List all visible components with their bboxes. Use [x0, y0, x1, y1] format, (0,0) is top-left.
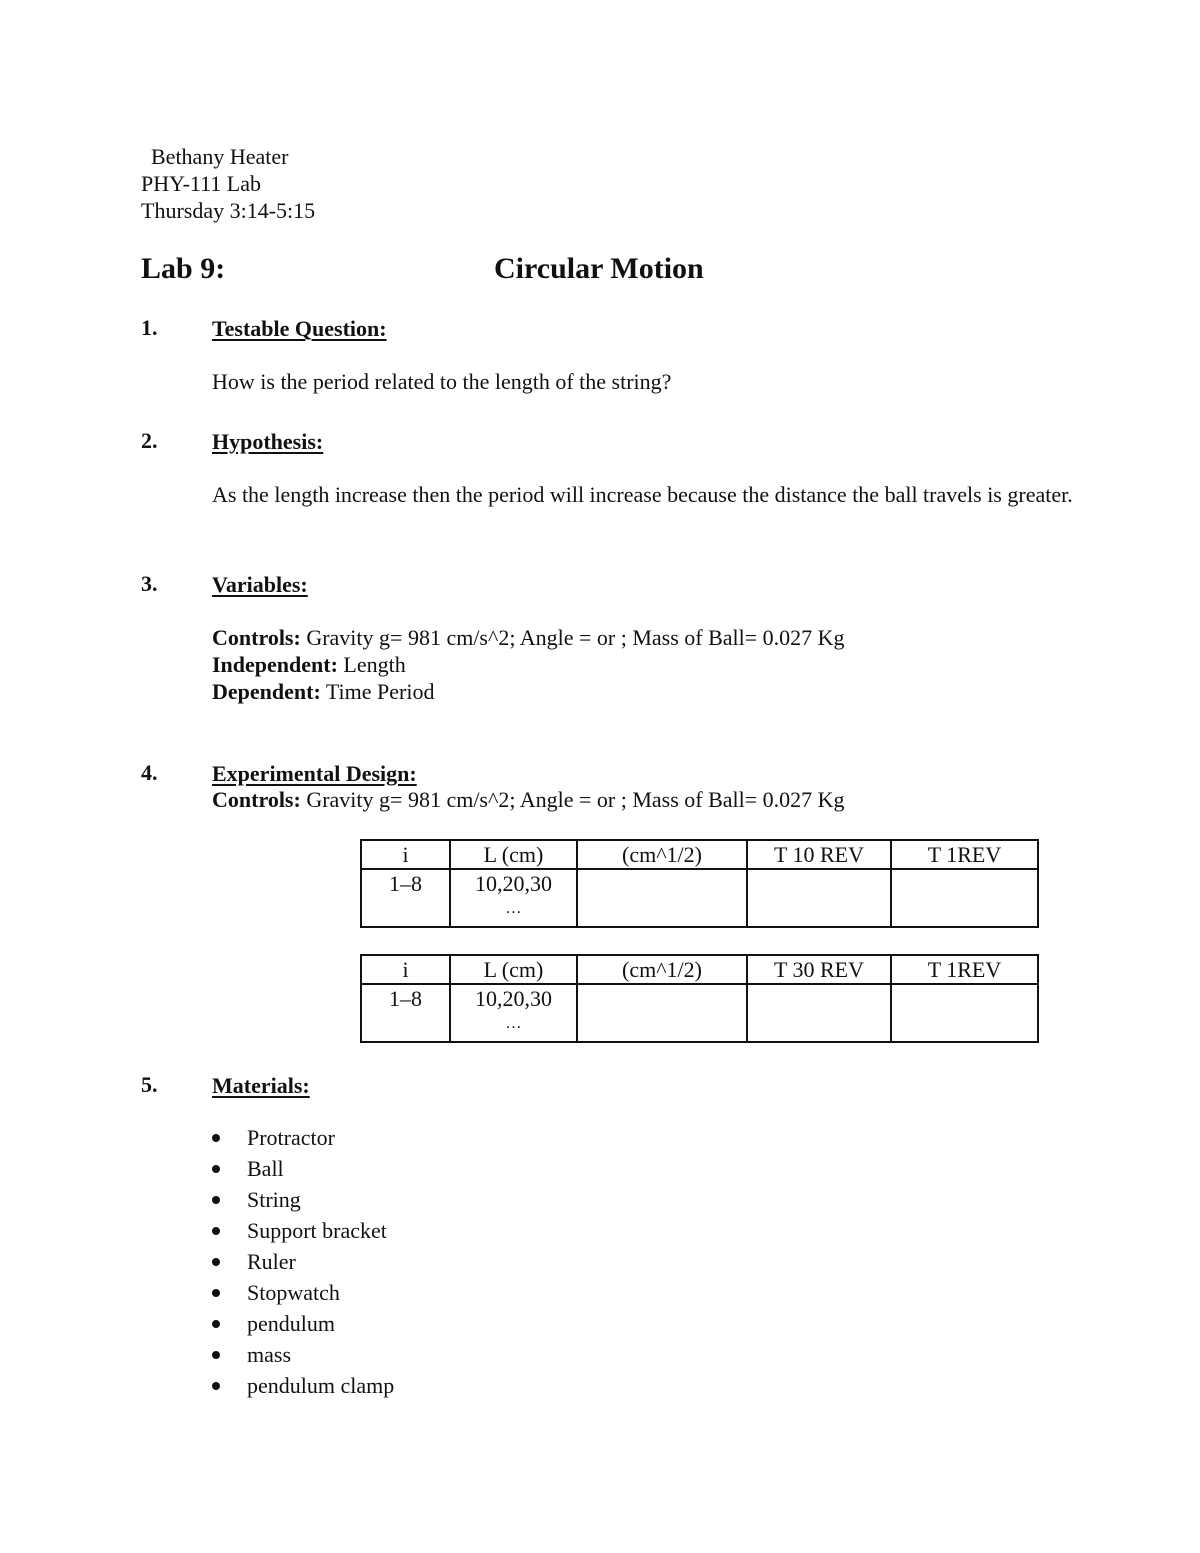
section-number-2: 2. [141, 428, 158, 453]
course-name: PHY-111 Lab [141, 171, 261, 196]
cell-length: 10,20,30 … [450, 984, 577, 1042]
cell-index: 1–8 [361, 984, 450, 1042]
list-item: String [212, 1184, 394, 1215]
list-item: Support bracket [212, 1215, 394, 1246]
table-header-row [361, 955, 1038, 984]
header-cell-sqrt-length: (cm^1/2) [577, 840, 747, 869]
list-item: pendulum [212, 1308, 394, 1339]
section-number-4: 4. [141, 760, 158, 785]
lab-schedule: Thursday 3:14-5:15 [141, 198, 316, 223]
materials-heading: Materials: [212, 1073, 310, 1098]
cell-time-multi-rev [747, 984, 891, 1042]
materials-list [212, 1122, 394, 1401]
bullet-icon [212, 1196, 220, 1204]
bullet-icon [212, 1289, 220, 1297]
variables-heading: Variables: [212, 572, 308, 597]
hypothesis-text: As the length increase then the period will increase because the distance the ball travels is greater. [212, 482, 1073, 507]
section-number-5: 5. [141, 1072, 158, 1097]
experimental-design-heading: Experimental Design: [212, 761, 417, 786]
header-cell-length: L (cm) [450, 840, 577, 869]
variables-independent-line [212, 651, 406, 678]
controls-label: Controls: [212, 625, 301, 650]
list-item: Stopwatch [212, 1277, 394, 1308]
table-row [361, 984, 1038, 1042]
variables-controls-line [212, 624, 845, 651]
data-table-10-rev [360, 839, 1039, 928]
data-table-30-rev [360, 954, 1039, 1043]
lab-number: Lab 9: [141, 252, 226, 285]
list-item: Ball [212, 1153, 394, 1184]
author-name: Bethany Heater [151, 144, 289, 169]
controls-value: Gravity g= 981 cm/s^2; Angle = or ; Mass of Ball= 0.027 Kg [306, 625, 845, 650]
cell-sqrt-length [577, 984, 747, 1042]
header-cell-time-one-rev: T 1REV [891, 840, 1038, 869]
list-item: mass [212, 1339, 394, 1370]
header-cell-index: i [361, 955, 450, 984]
testable-question-heading: Testable Question: [212, 316, 387, 341]
design-controls-value: Gravity g= 981 cm/s^2; Angle = or ; Mass of Ball= 0.027 Kg [306, 787, 845, 812]
header-cell-time-one-rev: T 1REV [891, 955, 1038, 984]
testable-question-text: How is the period related to the length of the string? [212, 369, 672, 394]
cell-time-one-rev [891, 984, 1038, 1042]
header-cell-sqrt-length: (cm^1/2) [577, 955, 747, 984]
dependent-label: Dependent: [212, 679, 321, 704]
variables-dependent-line [212, 678, 434, 705]
list-item: Ruler [212, 1246, 394, 1277]
table-header-row [361, 840, 1038, 869]
bullet-icon [212, 1382, 220, 1390]
section-number-1: 1. [141, 315, 158, 340]
bullet-icon [212, 1258, 220, 1266]
bullet-icon [212, 1320, 220, 1328]
continuation-ellipsis: … [505, 1015, 522, 1032]
continuation-ellipsis: … [505, 900, 522, 917]
cell-index: 1–8 [361, 869, 450, 927]
lab-title: Circular Motion [494, 252, 704, 285]
independent-value: Length [343, 652, 406, 677]
cell-length: 10,20,30 … [450, 869, 577, 927]
cell-time-multi-rev [747, 869, 891, 927]
header-cell-time-multi-rev: T 10 REV [747, 840, 891, 869]
bullet-icon [212, 1227, 220, 1235]
header-cell-time-multi-rev: T 30 REV [747, 955, 891, 984]
design-controls-label: Controls: [212, 787, 301, 812]
independent-label: Independent: [212, 652, 338, 677]
cell-time-one-rev [891, 869, 1038, 927]
experimental-design-controls-line [212, 786, 845, 813]
bullet-icon [212, 1351, 220, 1359]
dependent-value: Time Period [325, 679, 435, 704]
bullet-icon [212, 1134, 220, 1142]
header-cell-index: i [361, 840, 450, 869]
table-row [361, 869, 1038, 927]
section-number-3: 3. [141, 571, 158, 596]
bullet-icon [212, 1165, 220, 1173]
header-cell-length: L (cm) [450, 955, 577, 984]
cell-sqrt-length [577, 869, 747, 927]
hypothesis-heading: Hypothesis: [212, 429, 324, 454]
list-item: pendulum clamp [212, 1370, 394, 1401]
list-item: Protractor [212, 1122, 394, 1153]
